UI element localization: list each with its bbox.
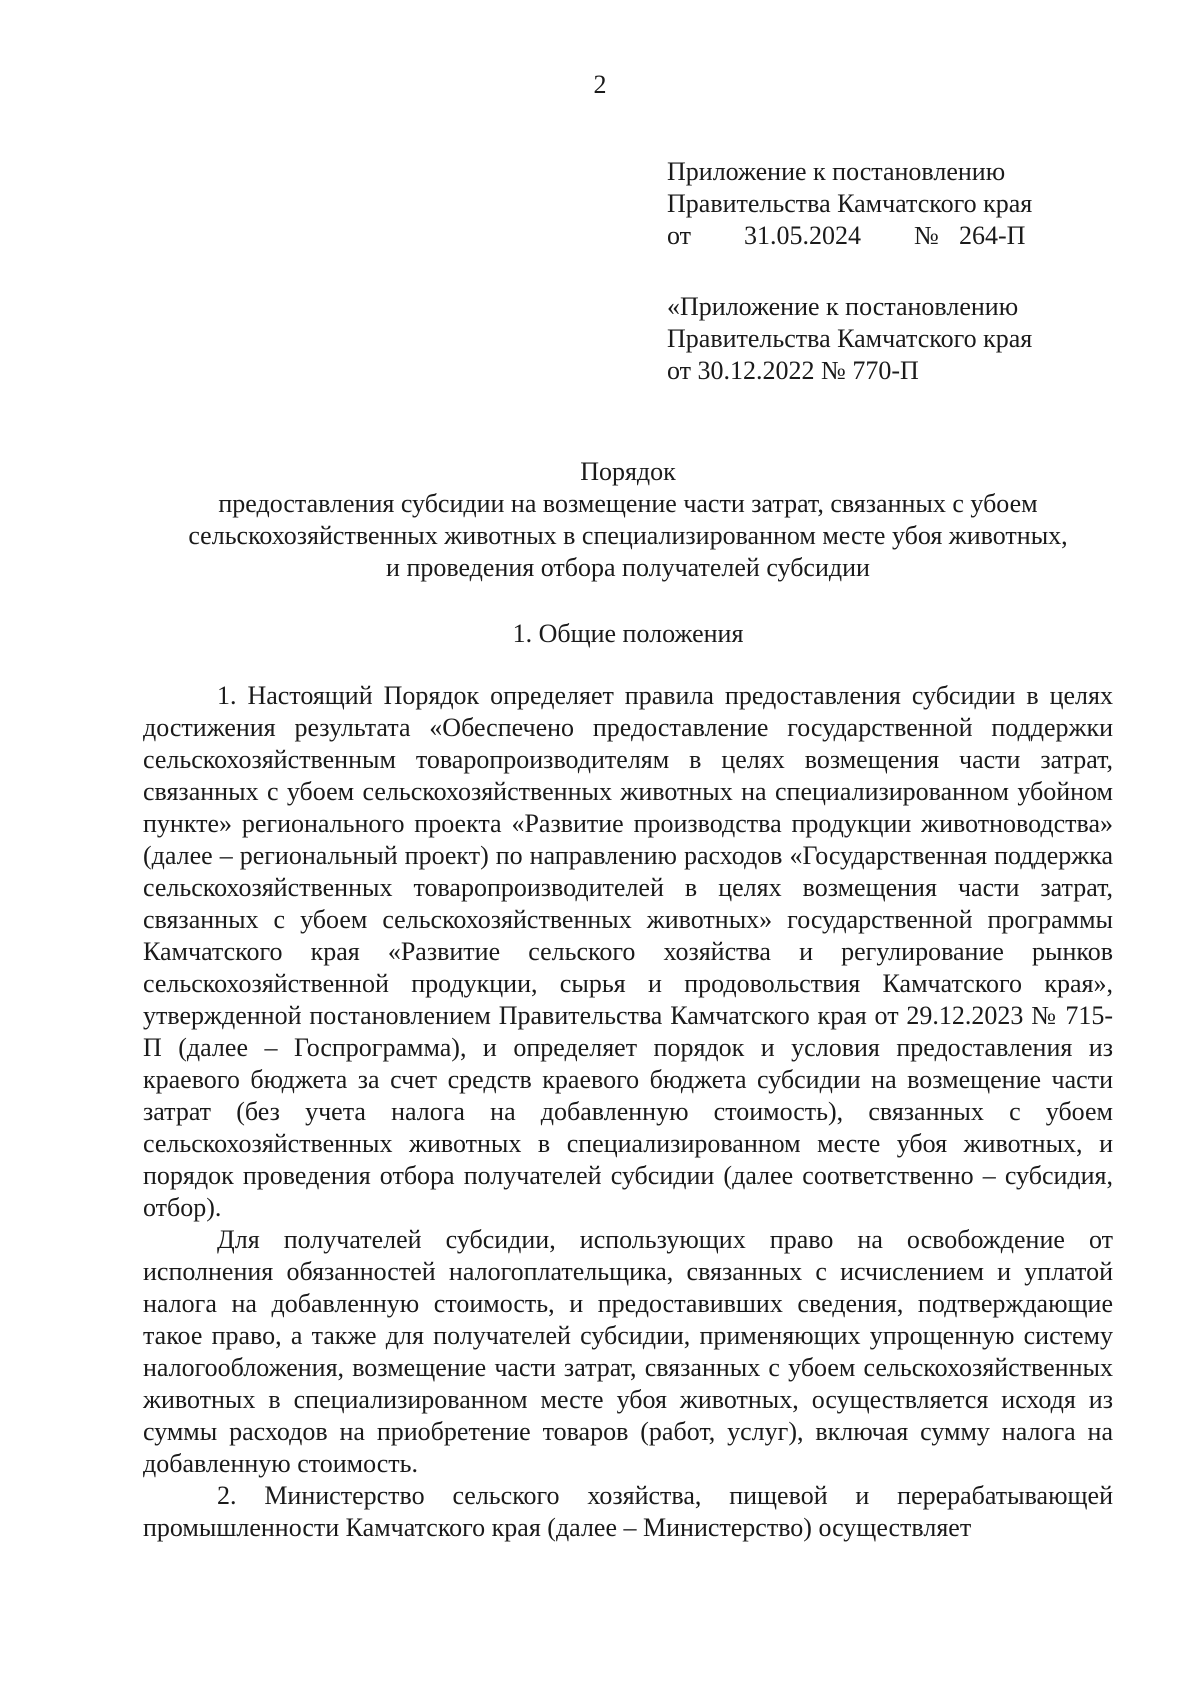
page-number: 2	[593, 70, 607, 99]
appendix-previous-line-3: от 30.12.2022 № 770-П	[667, 356, 919, 385]
section-body	[143, 680, 1113, 1544]
appendix-current-date-line	[667, 220, 1137, 252]
paragraph-3: 2. Министерство сельского хозяйства, пищевой и перерабатывающей промышленности Камчатского края (далее – Министерство) осуществляет	[143, 1481, 1113, 1542]
appendix-date: 31.05.2024	[744, 221, 861, 250]
appendix-from-label: от	[667, 221, 692, 250]
paragraph-2: Для получателей субсидии, использующих право на освобождение от исполнения обязанностей налогоплательщика, связанных с исчислением и уплатой налога на добавленную стоимость, и предоставивших сведения, подтверждающие такое право, а также для получателей субсидии, применяющих упрощенную систему налогообложения, возмещение части затрат, связанных с убоем сельскохозяйственных животных в специализированном месте убоя животных, осуществляется исходя из суммы расходов на приобретение товаров (работ, услуг), включая сумму налога на добавленную стоимость.	[143, 1225, 1113, 1478]
appendix-number-sign: №	[914, 221, 939, 250]
document-title-line-1: предоставления субсидии на возмещение части затрат, связанных с убоем	[218, 489, 1038, 518]
section-heading: 1. Общие положения	[512, 619, 744, 648]
document-title-line-2: сельскохозяйственных животных в специализированном месте убоя животных,	[188, 521, 1068, 550]
document-title	[143, 456, 1113, 584]
appendix-current	[667, 156, 1137, 252]
appendix-previous-line-2: Правительства Камчатского края	[667, 324, 1033, 353]
appendix-current-line-2: Правительства Камчатского края	[667, 189, 1033, 218]
appendix-previous-line-1: «Приложение к постановлению	[667, 292, 1019, 321]
appendix-current-line-1: Приложение к постановлению	[667, 157, 1006, 186]
paragraph-1: 1. Настоящий Порядок определяет правила предоставления субсидии в целях достижения результата «Обеспечено предоставление государственной поддержки сельскохозяйственным товаропроизводителям в целях возмещения части затрат, связанных с убоем сельскохозяйственных животных на специализированном убойном пункте» регионального проекта «Развитие производства продукции животноводства» (далее – региональный проект) по направлению расходов «Государственная поддержка сельскохозяйственных товаропроизводителей в целях возмещения части затрат, связанных с убоем сельскохозяйственных животных» государственной программы Камчатского края «Развитие сельского хозяйства и регулирование рынков сельскохозяйственной продукции, сырья и продовольствия Камчатского края», утвержденной постановлением Правительства Камчатского края от 29.12.2023 № 715-П (далее – Госпрограмма), и определяет порядок и условия предоставления из краевого бюджета за счет средств краевого бюджета субсидии на возмещение части затрат (без учета налога на добавленную стоимость), связанных с убоем сельскохозяйственных животных в специализированном месте убоя животных, и порядок проведения отбора получателей субсидии (далее соответственно – субсидия, отбор).	[143, 681, 1113, 1222]
document-title-line-3: и проведения отбора получателей субсидии	[386, 553, 870, 582]
document-title-heading: Порядок	[580, 457, 676, 486]
appendix-previous	[667, 291, 1137, 387]
appendix-number: 264-П	[959, 221, 1026, 250]
